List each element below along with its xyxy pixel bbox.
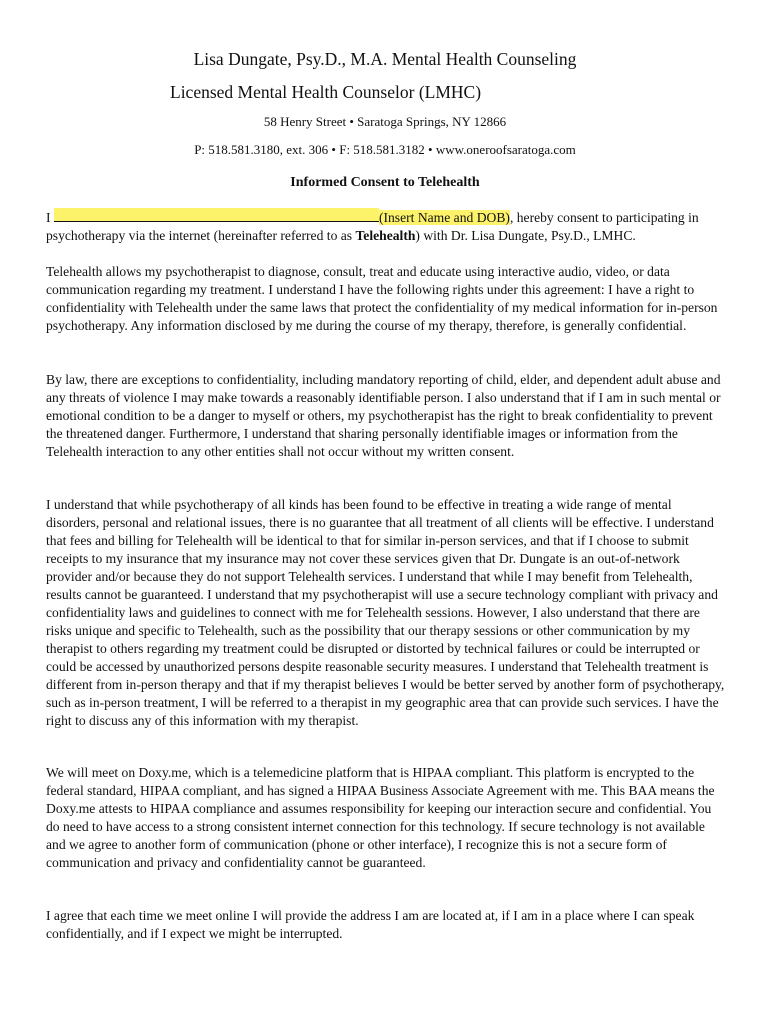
consent-prefix: I <box>46 210 54 225</box>
session-location-paragraph: I agree that each time we meet online I will provide the address I am are located at, if I am in a place where I can speak confidentially, and if I expect we might be interrupted. <box>46 908 695 941</box>
name-dob-hint: (Insert Name and DOB) <box>378 210 510 225</box>
telehealth-term: Telehealth <box>355 228 416 243</box>
practitioner-name: Lisa Dungate, Psy.D., M.A. Mental Health Counseling <box>193 49 577 69</box>
effectiveness-risks-paragraph: I understand that while psychotherapy of all kinds has been found to be effective in treating a wide range of mental disorders, personal and relational issues, there is no guarantee that all treatment of all clients will be effective. I understand that fees and billing for Telehealth will be identical to that for similar in-person services, and that if I choose to submit receipts to my insurance that my insurance may not cover these services given that Dr. Dungate is an out-of-network provider and/or because they do not support Telehealth services. I understand that while I may benefit from Telehealth, results cannot be guaranteed. I understand that my psychotherapist will use a secure technology compliant with privacy and confidentiality laws and guidelines to connect with me for Telehealth sessions. However, I also understand that there are risks unique and specific to Telehealth, such as the possibility that our therapy sessions or other communication by my therapist to others regarding my treatment could be disrupted or distorted by technical failures or could be interrupted or could be accessed by unauthorized persons despite reasonable security measures. I understand that Telehealth treatment is different from in-person therapy and that if my therapist believes I would be better served by another form of psychotherapy, such as in-person treatment, I will be referred to a therapist in my geographic area that can provide such services. I have the right to discuss any of this information with my therapist. <box>46 497 725 728</box>
doxy-platform-paragraph: We will meet on Doxy.me, which is a telemedicine platform that is HIPAA compliant. This platform is encrypted to the federal standard, HIPAA compliant, and has signed a HIPAA Business Associate Agreement with me. This BAA means the Doxy.me attests to HIPAA compliance and assumes responsibility for keeping our interaction secure and confidential. You do need to have access to a strong consistent internet connection for this technology. If secure technology is not available and we agree to another form of communication (phone or other interface), I recognize this is not a secure form of communication and privacy and confidentiality cannot be guaranteed. <box>46 765 715 870</box>
contact-line: P: 518.581.3180, ext. 306 • F: 518.581.3182 • www.oneroofsaratoga.com <box>194 142 576 157</box>
consent-mid: , hereby consent to participating in psychotherapy via the internet (hereinafter referred to as <box>46 210 699 243</box>
consent-suffix: ) with Dr. Lisa Dungate, Psy.D., LMHC. <box>415 228 636 243</box>
name-dob-field[interactable] <box>54 208 379 222</box>
confidentiality-exceptions-paragraph: By law, there are exceptions to confidentiality, including mandatory reporting of child, elder, and dependent adult abuse and any threats of violence I may make towards a reasonably identifiable person. I also understand that if I am in such mental or emotional condition to be a danger to myself or others, my psychotherapist has the right to break confidentiality to prevent the threatened danger. Furthermore, I understand that sharing personally identifiable images or information from the Telehealth interaction to any other entities shall not occur without my written consent. <box>46 372 721 459</box>
license-title: Licensed Mental Health Counselor (LMHC) <box>170 82 482 102</box>
document-title: Informed Consent to Telehealth <box>290 175 480 190</box>
consent-paragraph <box>46 208 726 245</box>
address-line: 58 Henry Street • Saratoga Springs, NY 12866 <box>263 114 507 129</box>
telehealth-rights-paragraph: Telehealth allows my psychotherapist to diagnose, consult, treat and educate using interactive audio, video, or data communication regarding my treatment. I understand I have the following rights under this agreement: I have a right to confidentiality with Telehealth under the same laws that protect the confidentiality of my medical information for in-person psychotherapy. Any information disclosed by me during the course of my therapy, therefore, is generally confidential. <box>46 264 718 333</box>
